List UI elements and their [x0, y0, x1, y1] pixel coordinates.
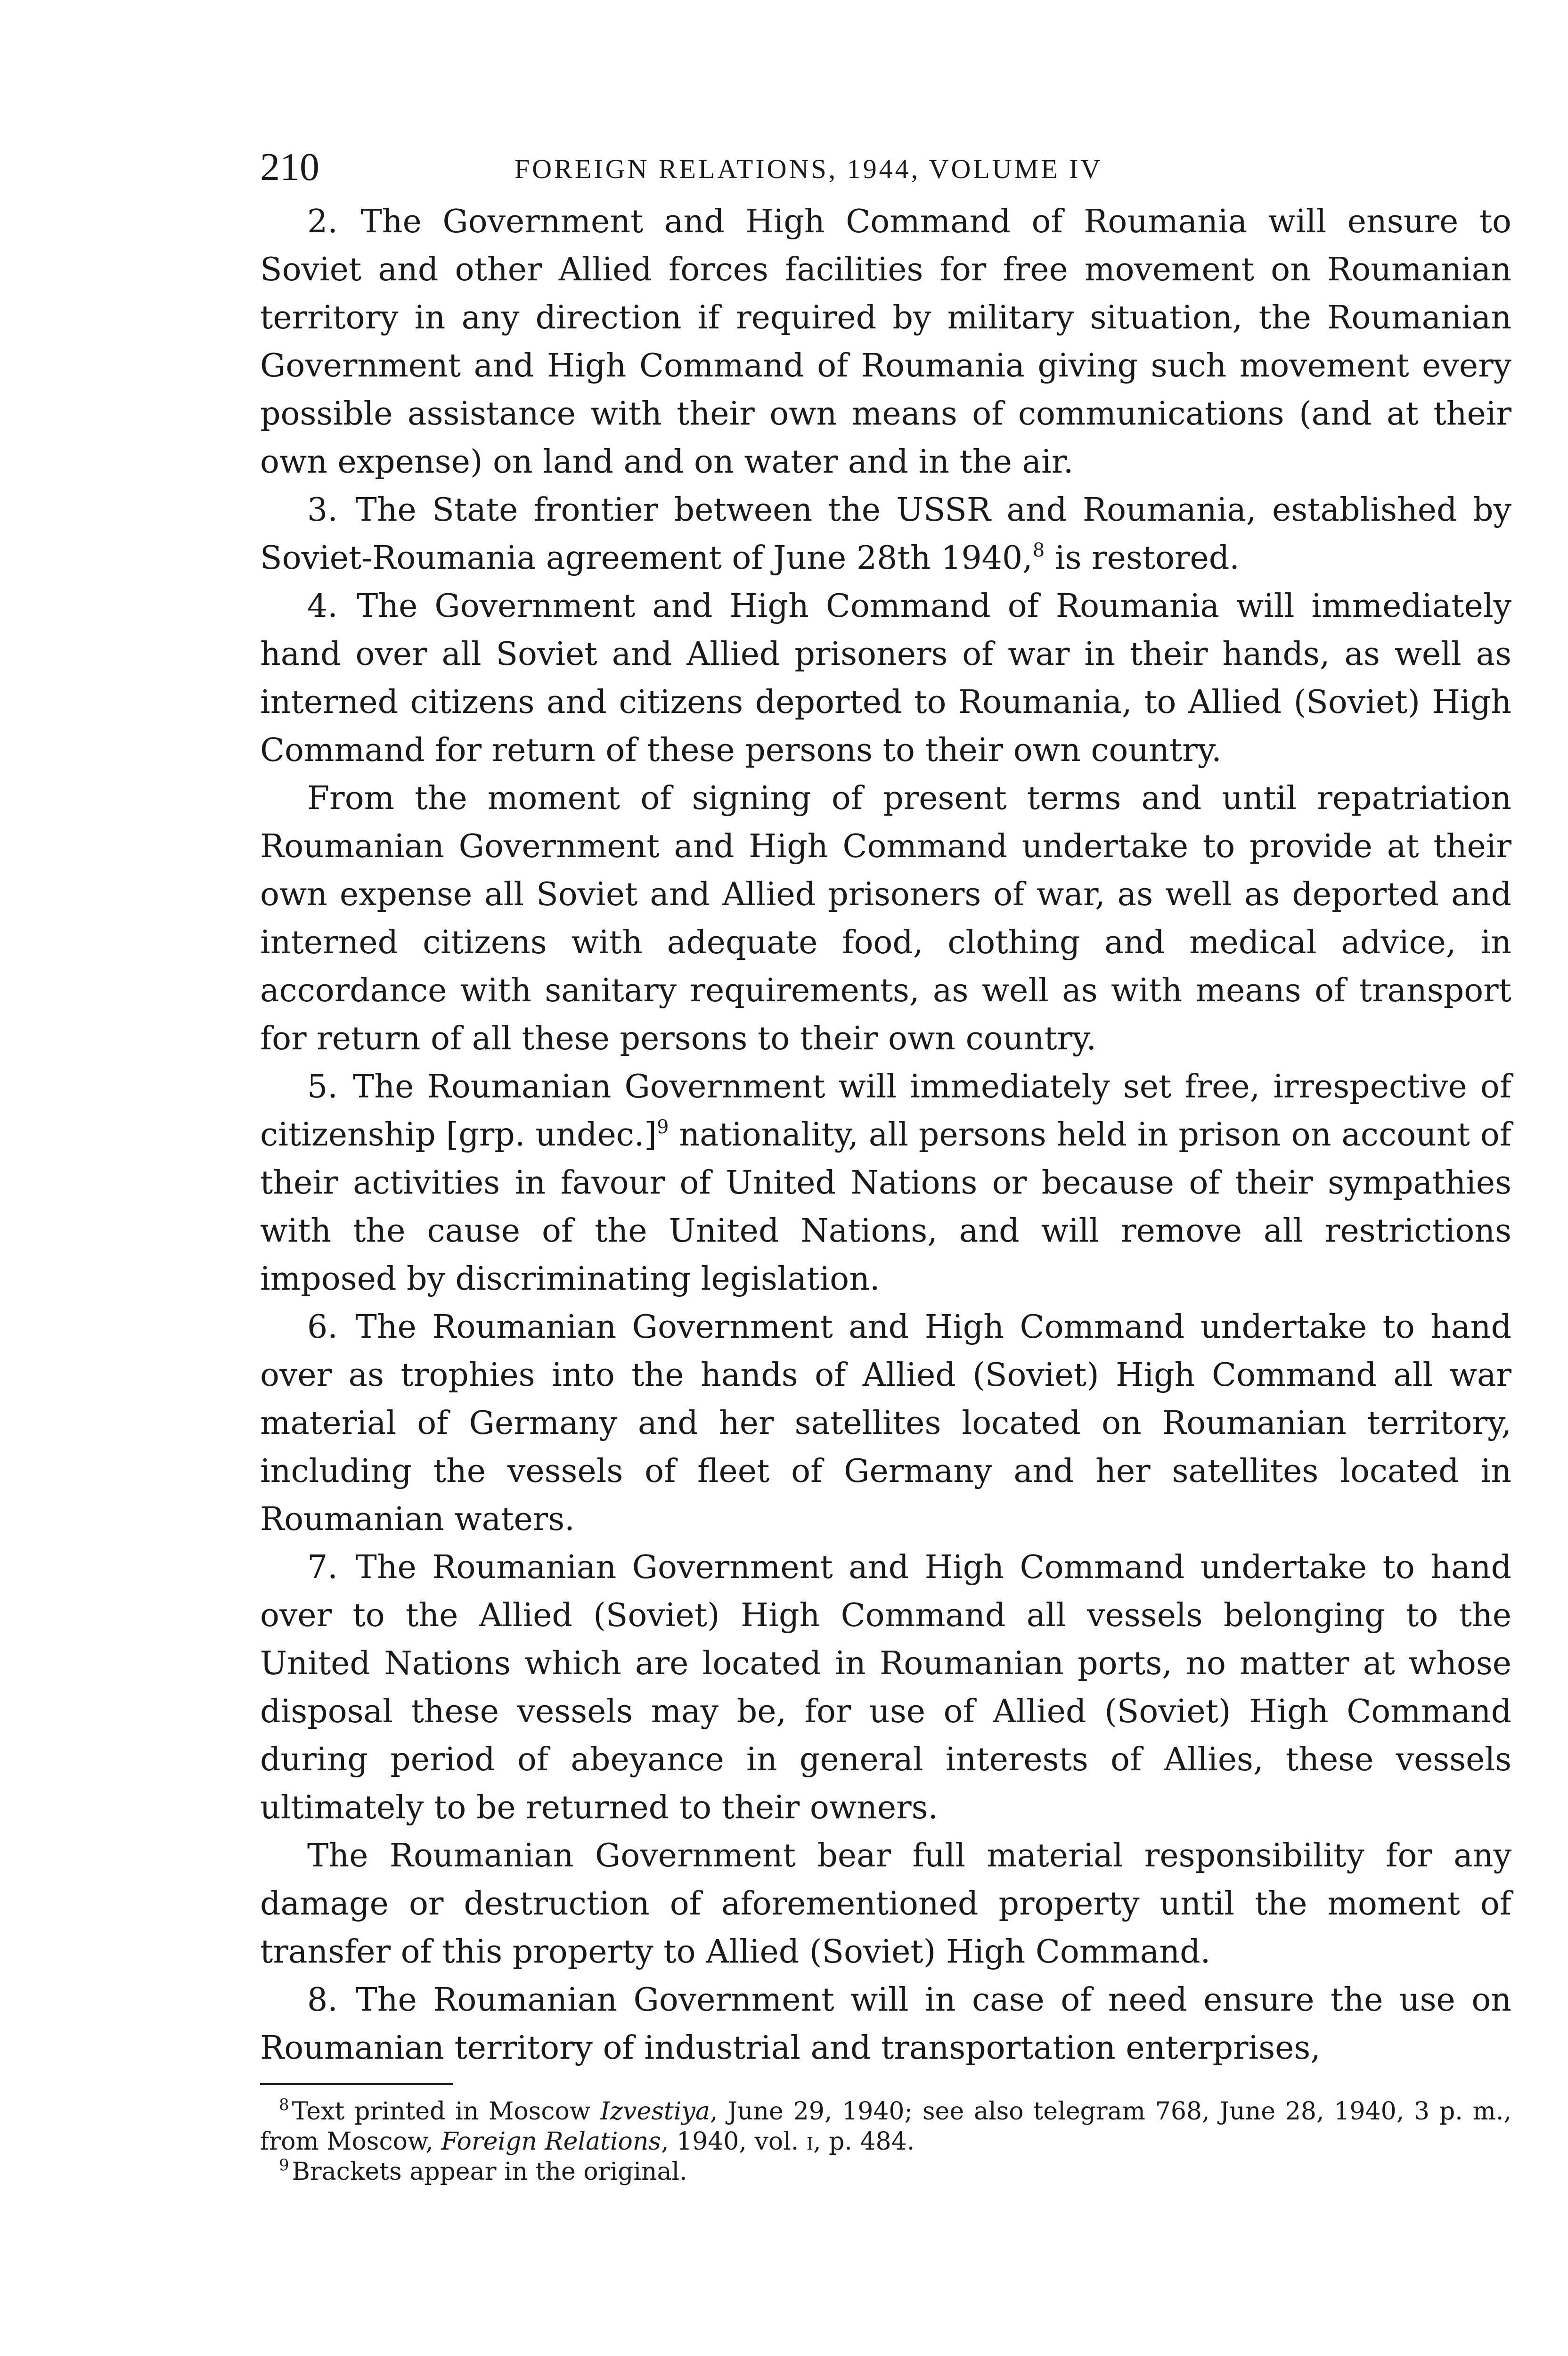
footnote-8 [260, 2096, 1511, 2157]
paragraph-text: The Roumanian Government will immediately set free, irrespective of citizenship [grp. undec.] [260, 1068, 1511, 1153]
footnote-text: , June 29, 1940; see also telegram 768, June 28, 1940, 3 p. m., from Moscow, [260, 2097, 1511, 2156]
paragraph-8 [260, 1976, 1511, 2072]
paragraph-text: The Roumanian Government will in case of need ensure the use on Roumanian territory of industrial and transportation enterprises, [260, 1981, 1511, 2067]
footnote-mark: 8 [279, 2095, 289, 2114]
document-page [260, 141, 1511, 2187]
paragraph-text: The Government and High Command of Roumania will ensure to Soviet and other Allied forces facilities for free movement on Roumanian territory in any direction if required by military situation, the Roumanian Government and High Command of Roumania giving such movement every possible assistance with their own means of communications (and at their own expense) on land and on water and in the air. [260, 203, 1511, 481]
paragraph-number: 2. [307, 203, 338, 240]
paragraph-text: From the moment of signing of present terms and until repatriation Roumanian Government and High Command undertake to provide at their own expense all Soviet and Allied prisoners of war, as well as deported and interned citizens with adequate food, clothing and medical advice, in accordance with sanitary requirements, as well as with means of transport for return of all these persons to their own country. [260, 780, 1511, 1057]
body-text [260, 198, 1511, 2072]
page-number: 210 [260, 145, 319, 189]
paragraph-2 [260, 198, 1511, 486]
footnote-text: Brackets appear in the original. [292, 2158, 687, 2186]
footnote-text: , 1940, vol. [661, 2127, 807, 2156]
paragraph-text-continued: nationality, all persons held in prison on account of their activities in favour of United Nations or because of their sympathies with the cause of the United Nations, and will remove all restrictions imposed by discriminating legislation. [260, 1116, 1511, 1298]
footnote-mark: 9 [279, 2156, 289, 2175]
paragraph-number: 5. [307, 1068, 338, 1105]
paragraph-number: 4. [307, 588, 338, 625]
footnote-divider [260, 2083, 453, 2085]
paragraph-text-continued: is restored. [1045, 540, 1240, 577]
footnote-text: Text printed in Moscow [292, 2097, 601, 2126]
paragraph-7 [260, 1544, 1511, 1832]
paragraph-4 [260, 582, 1511, 775]
paragraph-4-continued [260, 775, 1511, 1063]
footnote-italic-title: Izvestiya [600, 2097, 710, 2126]
paragraph-text: The Roumanian Government and High Command undertake to hand over to the Allied (Soviet) High Command all vessels belonging to the United Nations which are located in Roumanian ports, no matter at whose disposal these vessels may be, for use of Allied (Soviet) High Command during period of abeyance in general interests of Allies, these vessels ultimately to be returned to their owners. [260, 1549, 1511, 1826]
paragraph-text: The Roumanian Government and High Command undertake to hand over as trophies into the hands of Allied (Soviet) High Command all war material of Germany and her satellites located on Roumanian territory, including the vessels of fleet of Germany and her satellites located in Roumanian waters. [260, 1309, 1511, 1538]
paragraph-5 [260, 1063, 1511, 1303]
paragraph-text: The State frontier between the USSR and Roumania, established by Soviet-Roumania agreement of June 28th 1940, [260, 491, 1511, 577]
paragraph-number: 8. [307, 1981, 338, 2019]
paragraph-text: The Roumanian Government bear full material responsibility for any damage or destruction of aforementioned property until the moment of transfer of this property to Allied (Soviet) High Command. [260, 1837, 1511, 1971]
page-header [260, 141, 1511, 198]
footnotes [260, 2096, 1511, 2187]
footnote-volume: i [806, 2127, 814, 2156]
paragraph-number: 3. [307, 491, 338, 529]
paragraph-number: 6. [307, 1309, 338, 1346]
running-head: FOREIGN RELATIONS, 1944, VOLUME IV [514, 154, 1103, 184]
paragraph-3 [260, 486, 1511, 582]
footnote-reference-9: 9 [656, 1116, 669, 1138]
footnote-9 [260, 2157, 1511, 2187]
paragraph-number: 7. [307, 1549, 338, 1586]
paragraph-6 [260, 1303, 1511, 1544]
paragraph-text: The Government and High Command of Roumania will immediately hand over all Soviet and Allied prisoners of war in their hands, as well as interned citizens and citizens deported to Roumania, to Allied (Soviet) High Command for return of these persons to their own country. [260, 588, 1511, 769]
footnote-text: , p. 484. [813, 2127, 915, 2156]
footnote-reference-8: 8 [1032, 540, 1045, 561]
footnote-italic-title: Foreign Relations [441, 2127, 661, 2156]
paragraph-7-continued [260, 1832, 1511, 1976]
